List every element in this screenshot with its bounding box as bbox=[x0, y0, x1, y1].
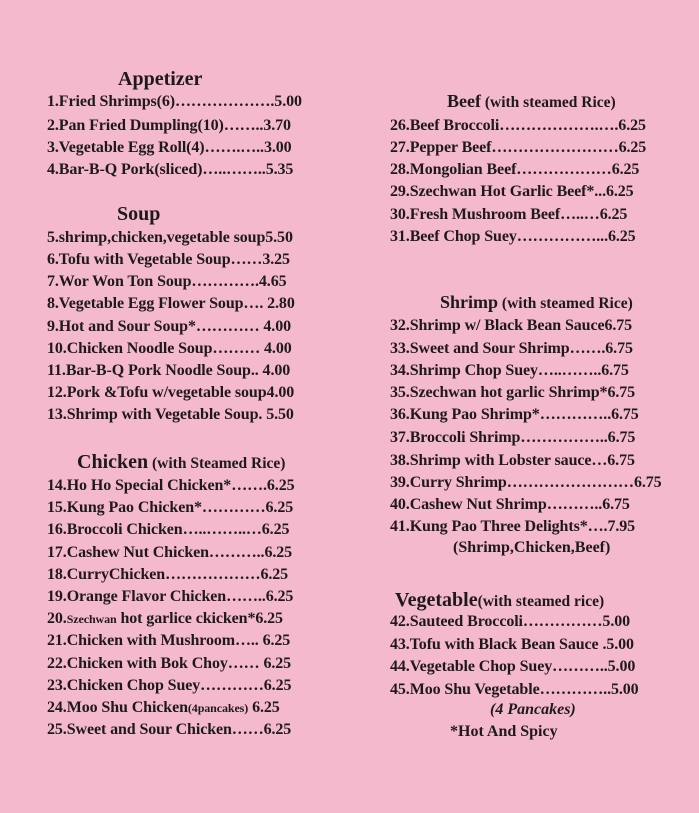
menu-item: 2.Pan Fried Dumpling(10)……..3.70 bbox=[47, 117, 291, 134]
menu-item: 27.Pepper Beef……………………6.25 bbox=[390, 139, 647, 156]
pancakes-note: (4 Pancakes) bbox=[490, 701, 576, 718]
menu-item: 44.Vegetable Chop Suey………..5.00 bbox=[390, 658, 636, 675]
menu-item: 24.Moo Shu Chicken(4pancakes) 6.25 bbox=[47, 699, 280, 716]
menu-item: 38.Shrimp with Lobster sauce…6.75 bbox=[390, 452, 635, 469]
menu-item: 9.Hot and Sour Soup*………… 4.00 bbox=[47, 318, 292, 335]
menu-item: 19.Orange Flavor Chicken……..6.25 bbox=[47, 588, 294, 605]
menu-item: 13.Shrimp with Vegetable Soup. 5.50 bbox=[47, 406, 294, 423]
menu-item-small-text: (4pancakes) bbox=[187, 701, 249, 715]
menu-item: 16.Broccoli Chicken…..……..…6.25 bbox=[47, 521, 290, 538]
menu-item: 30.Fresh Mushroom Beef…..…6.25 bbox=[390, 206, 628, 223]
menu-item: 31.Beef Chop Suey……………...6.25 bbox=[390, 228, 636, 245]
chicken-heading: Chicken (with Steamed Rice) bbox=[77, 451, 286, 473]
menu-item: 3.Vegetable Egg Roll(4)…….…..3.00 bbox=[47, 139, 292, 156]
shrimp-heading: Shrimp (with steamed Rice) bbox=[440, 292, 633, 312]
menu-item: 34.Shrimp Chop Suey…..……..6.75 bbox=[390, 362, 629, 379]
menu-item: 40.Cashew Nut Shrimp………..6.75 bbox=[390, 496, 630, 513]
menu-item: 39.Curry Shrimp……………………6.75 bbox=[390, 474, 662, 491]
menu-item: 12.Pork &Tofu w/vegetable soup4.00 bbox=[47, 384, 295, 401]
beef-heading: Beef (with steamed Rice) bbox=[447, 91, 616, 111]
menu-item: 37.Broccoli Shrimp……………..6.75 bbox=[390, 429, 636, 446]
menu-item: 21.Chicken with Mushroom….. 6.25 bbox=[47, 632, 291, 649]
menu-item: 22.Chicken with Bok Choy…… 6.25 bbox=[47, 655, 292, 672]
menu-item: 4.Bar-B-Q Pork(sliced)…..……..5.35 bbox=[47, 161, 294, 178]
menu-item: 18.CurryChicken………………6.25 bbox=[47, 566, 289, 583]
menu-item: 20.Szechwan hot garlice ckicken*6.25 bbox=[47, 610, 283, 627]
vegetable-heading: Vegetable(with steamed rice) bbox=[395, 589, 605, 611]
soup-heading: Soup bbox=[117, 203, 161, 225]
menu-item: 17.Cashew Nut Chicken………..6.25 bbox=[47, 544, 293, 561]
menu-item: 45.Moo Shu Vegetable…………..5.00 bbox=[390, 681, 639, 698]
menu-item: 36.Kung Pao Shrimp*…………..6.75 bbox=[390, 406, 639, 423]
menu-item: 43.Tofu with Black Bean Sauce .5.00 bbox=[390, 636, 634, 653]
menu-item: 1.Fried Shrimps(6)……………….5.00 bbox=[47, 93, 302, 110]
menu-item: 14.Ho Ho Special Chicken*…….6.25 bbox=[47, 477, 295, 494]
menu-item: 5.shrimp,chicken,vegetable soup5.50 bbox=[47, 229, 293, 246]
menu-item: 29.Szechwan Hot Garlic Beef*...6.25 bbox=[390, 183, 634, 200]
menu-item: 32.Shrimp w/ Black Bean Sauce6.75 bbox=[390, 317, 633, 334]
menu-item: 6.Tofu with Vegetable Soup……3.25 bbox=[47, 251, 290, 268]
menu-item: 8.Vegetable Egg Flower Soup…. 2.80 bbox=[47, 295, 295, 312]
menu-item: 28.Mongolian Beef………………6.25 bbox=[390, 161, 640, 178]
menu-item: 7.Wor Won Ton Soup………….4.65 bbox=[47, 273, 287, 290]
menu-item: 25.Sweet and Sour Chicken……6.25 bbox=[47, 721, 292, 738]
menu-item: 41.Kung Pao Three Delights*….7.95 bbox=[390, 518, 636, 535]
menu-item: 23.Chicken Chop Suey…………6.25 bbox=[47, 677, 292, 694]
menu-item: 15.Kung Pao Chicken*…………6.25 bbox=[47, 499, 294, 516]
menu-item: 11.Bar-B-Q Pork Noodle Soup.. 4.00 bbox=[47, 362, 291, 379]
three-delights-note: (Shrimp,Chicken,Beef) bbox=[453, 539, 611, 556]
menu-item: 26.Beef Broccoli……………….….6.25 bbox=[390, 117, 646, 134]
menu-item: 42.Sauteed Broccoli……………5.00 bbox=[390, 613, 631, 630]
hot-and-spicy-note: *Hot And Spicy bbox=[450, 723, 558, 740]
appetizer-heading: Appetizer bbox=[118, 68, 203, 90]
menu-item: 35.Szechwan hot garlic Shrimp*6.75 bbox=[390, 384, 636, 401]
menu-item-small-text: Szechwan bbox=[66, 612, 117, 626]
menu-item: 10.Chicken Noodle Soup……… 4.00 bbox=[47, 340, 292, 357]
menu-item: 33.Sweet and Sour Shrimp…….6.75 bbox=[390, 340, 633, 357]
